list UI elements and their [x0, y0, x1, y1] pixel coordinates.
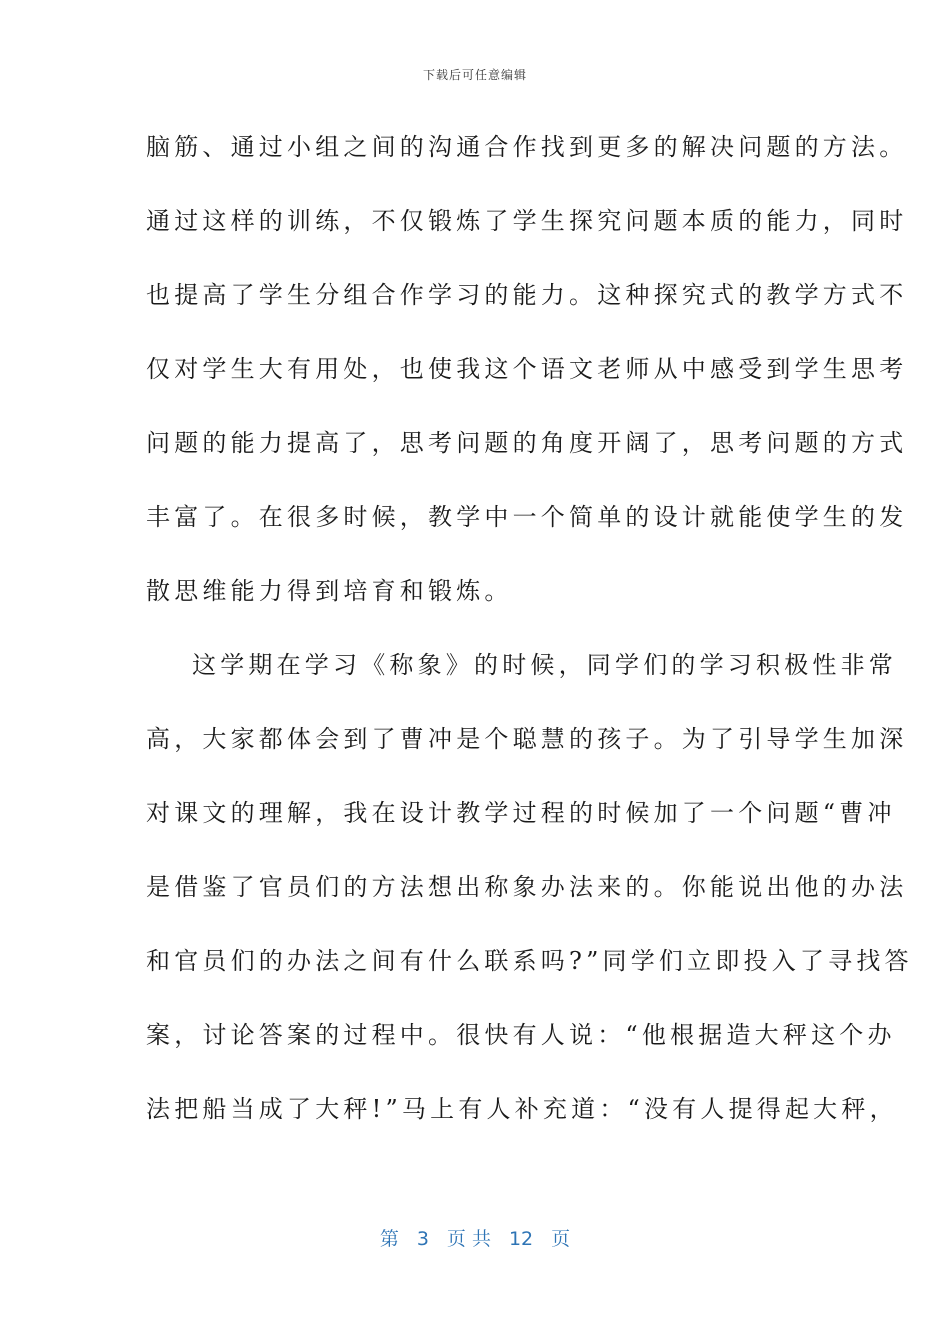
- text-line: 对课文的理解，我在设计教学过程的时候加了一个问题“曹冲: [146, 799, 896, 827]
- page-footer: [0, 1224, 950, 1251]
- document-body: [146, 122, 913, 1158]
- current-page-number: 3: [416, 1228, 429, 1250]
- text-line: 仅对学生大有用处，也使我这个语文老师从中感受到学生思考: [146, 355, 908, 383]
- text-line: 丰富了。在很多时候，教学中一个简单的设计就能使学生的发: [146, 503, 908, 531]
- total-pages-number: 12: [508, 1228, 534, 1250]
- paragraph-2: [146, 640, 913, 1158]
- text-line: 是借鉴了官员们的方法想出称象办法来的。你能说出他的办法: [146, 873, 908, 901]
- page-suffix: 页: [551, 1228, 571, 1250]
- page-middle: 页 共: [446, 1228, 491, 1250]
- text-line: 案，讨论答案的过程中。很快有人说：“他根据造大秤这个办: [146, 1021, 896, 1049]
- text-line: 问题的能力提高了，思考问题的角度开阔了，思考问题的方式: [146, 429, 908, 457]
- text-line: 这学期在学习《称象》的时候，同学们的学习积极性非常: [192, 651, 897, 679]
- page-header: 下载后可任意编辑: [422, 68, 527, 82]
- text-line: 高，大家都体会到了曹冲是个聪慧的孩子。为了引导学生加深: [146, 725, 908, 753]
- text-line: 法把船当成了大秤!”马上有人补充道：“没有人提得起大秤，: [146, 1095, 898, 1123]
- text-line: 也提高了学生分组合作学习的能力。这种探究式的教学方式不: [146, 281, 908, 309]
- text-line: 散思维能力得到培育和锻炼。: [146, 577, 513, 605]
- text-line: 和官员们的办法之间有什么联系吗?”同学们立即投入了寻找答: [146, 947, 913, 975]
- text-line: 通过这样的训练，不仅锻炼了学生探究问题本质的能力，同时: [146, 207, 908, 235]
- text-line: 脑筋、通过小组之间的沟通合作找到更多的解决问题的方法。: [146, 133, 908, 161]
- page-prefix: 第: [379, 1228, 399, 1250]
- paragraph-1: [146, 122, 908, 640]
